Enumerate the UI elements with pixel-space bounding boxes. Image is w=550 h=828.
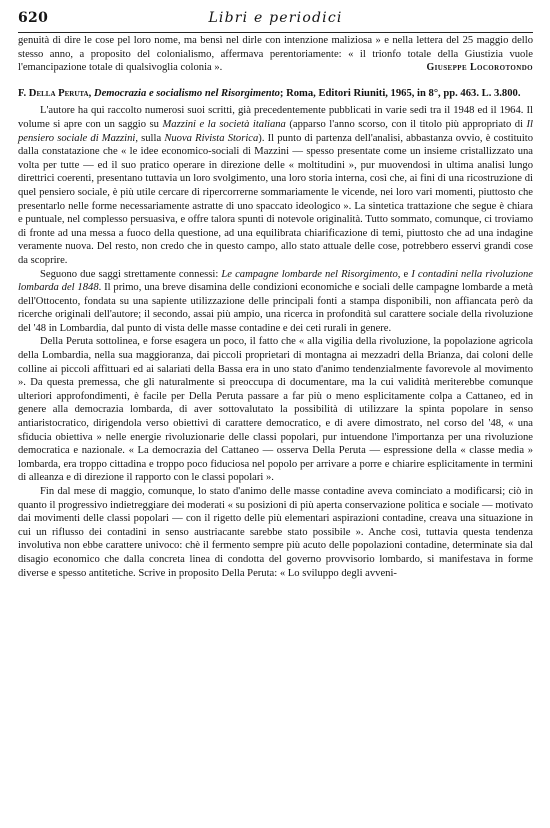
review-paragraph-2 — [18, 268, 533, 336]
text-run: (apparso l'anno scorso, con il titolo più appropriato di — [285, 118, 527, 130]
text-run: ). Il punto di partenza dell'analisi, abbastanza ovvio, è costituito dalla constatazione che « le idee economico-sociali di Mazzini — spesso presentate come un insieme cristallizzato una volta per tutte — ed il suo pratico operare in direzione delle « moltitudini », pur muovendosi in ultima analisi lungo direttrici coerenti, presentano tuttavia un loro svolgimento, una loro storia interna, così che, ai fini di una ricostruzione di quel pensiero sociale, è più utile cercare di ripercorrerne sommariamente le vicende, nei loro vari momenti, piuttosto che presentarlo nelle forme necessariamente astratte di uno spaccato ideologico ». La sintetica trattazione che segue è chiara e puntuale, nel complesso persuasiva, e offre talora spunti di notevole originalità. Tutto sommato, comunque, ci troviamo di fronte ad una messa a fuoco della questione, ad una equilibrata chiarificazione di temi, piuttosto che ad una indagine veramente nuova. Del resto, non credo che in questo campo, allo stato attuale delle cose, potrebbero esservi grandi cose da scoprire. — [18, 132, 533, 266]
italic-title: Il pensiero sociale di Mazzini — [18, 118, 533, 144]
review-paragraph-1 — [18, 104, 533, 267]
review-book-title: Democrazia e socialismo nel Risorgimento — [93, 87, 280, 99]
review-publisher: ; Roma, Editori Riuniti, 1965, in 8°, pp. 463. L. 3.800. — [279, 87, 521, 99]
reviewer-signature: Giuseppe Locorotondo — [426, 62, 533, 74]
text-run: . Il primo, una breve disamina delle condizioni economiche e sociali delle campagne lombarde a metà dell'Ottocento, fondata su una sapiente utilizzazione delle principali fonti a stampa disponibili, non affiancata però da ricerche originali dell'autore; il secondo, assai più ampio, una ricerca in profondità sul carattere sociale della rivoluzione del '48 in Lombardia, dal punto di vista delle masse contadine e dei ceti rurali in genere. — [18, 282, 534, 334]
continuation-line-2: lettera del 25 maggio dello stesso anno, a proposito del colonialismo, affermava perentoriamente: « il trionfo totale della Giustizia vuole l'emancipazione totale di qualsivoglia — [18, 35, 533, 74]
italic-title: Nuova Rivista Storica — [164, 132, 259, 144]
page-body — [18, 34, 533, 580]
review-paragraph-4: Fin dal mese di maggio, comunque, lo stato d'animo delle masse contadine aveva cominciato a modificarsi; ciò in quanto il progressivo indietreggiare dei moderati « su posizioni di più aperta conservazione politica e sociale — motivato dai movimenti delle classi popolari — con il rigetto delle più elementari aspirazioni contadine, creava una situazione in cui un riflusso dei contadini in senso austriacante sarebbe stato possibile ». Anche così, tuttavia questa tendenza involutiva non ebbe carattere univoco: chè il fermento sempre più acuto delle popolazioni contadine, determinate sia dal disagio economico che dalla concreta linea di condotta del governo provvisorio lombardo, si manifestava in forme diverse e spesso antitetiche. Scrive in proposito Della Peruta: « Lo sviluppo degli avveni- — [18, 486, 533, 579]
page-number: 620 — [18, 10, 49, 26]
italic-title: I contadini nella rivoluzione lombarda del 1848 — [18, 268, 533, 294]
text-run: Seguono due saggi strettamente connessi: — [40, 268, 222, 280]
italic-title: Le campagne lombarde nel Risorgimento — [221, 268, 398, 280]
review-paragraph-3: Della Peruta sottolinea, e forse esagera un poco, il fatto che « alla vigilia della rivoluzione, la popolazione agricola della Lombardia, nella sua maggioranza, dai piccoli proprietari di montagna ai mezzadri della Brianza, dai coloni delle colline ai piccoli affittuari ed ai salariati della Bassa era in uno stato d'animo tendenzialmente favorevole al movimento ». Da questa premessa, che gli naturalmente si preoccupa di documentare, ma la cui validità meriterebbe comunque ulteriori approfondimenti, è facile per Della Peruta passare a far più o meno esplicitamente colpa a Cattaneo, ed in genere alla democrazia lombarda, di aver sottovalutato la possibilità di utilizzare la spinta popolare in senso antiaristocratico, dirigendola verso obiettivi di carattere democratico, e di avere dimostrato, nel corso del '48, « una sfiducia obiettiva » nelle energie rivoluzionarie delle classi popolari, pur intuendone l'importanza per una rivoluzione democratica e nazionale. « La democrazia del Cattaneo — osserva Della Peruta — espressione della « classe media » lombarda, era troppo cittadina e troppo poco fiduciosa nel popolo per arrivare a porre e chiarire esplicitamente in termini di alleanza e di direzione il rapporto con le classi popolari ». — [18, 336, 533, 484]
header-rule — [18, 32, 533, 33]
text-run: , sulla — [135, 132, 165, 144]
text-run: L'autore ha qui raccolto numerosi suoi scritti, già precedentemente pubblicati in varie sedi tra il 1948 ed il 1964. Il volume si apre con un saggio su — [18, 105, 533, 130]
continuation-line-1: genuità di dire le cose pel loro nome, ma bensì nel dirle con intenzione maliziosa » e nella — [18, 35, 413, 46]
running-title: Libri e periodici — [208, 10, 343, 26]
text-run: , e — [397, 268, 412, 280]
review-bibliographic-entry: F. Della Peruta, Democrazia e socialismo nel Risorgimento; Roma, Editori Riuniti, 1965, in 8°, pp. 463. L. 3.800. — [18, 87, 521, 99]
running-header — [18, 10, 533, 32]
italic-title: Mazzini e la società italiana — [162, 118, 286, 130]
review-author: F. Della Peruta — [18, 87, 89, 99]
continuation-line-3: colonia ». — [180, 62, 223, 74]
